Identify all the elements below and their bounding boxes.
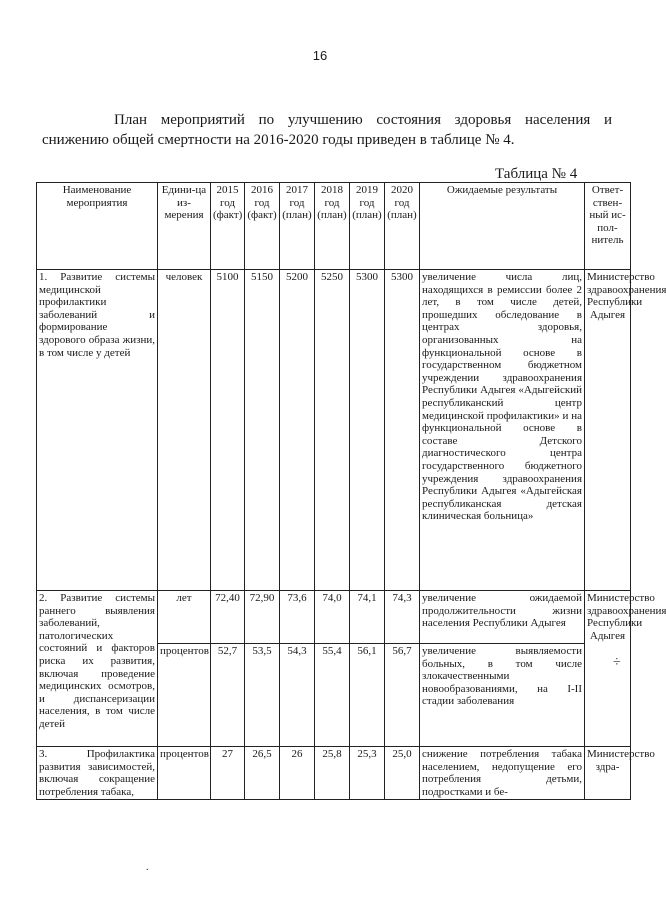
- row1-results: увеличение числа лиц, находящихся в ремиссии более 2 лет, в том числе детей, прошедших обследование в центрах здоровья, организованных на функциональной основе в государственном бюджетном учреждении здравоохранения Республики Адыгея «Адыгейский республиканский центр медицинской профилактики» и на функциональной основе в составе Детского диагностического центра государственного бюджетного учреждения здравоохранения Республики Адыгея «Адыгейская республиканская детская клиническая больница»: [420, 270, 585, 591]
- header-2015: 2015 год (факт): [211, 183, 245, 270]
- table-row: [37, 270, 631, 591]
- row3-responsible: Министерство здра-: [585, 747, 631, 800]
- row3-unit: процентов: [158, 747, 211, 800]
- row2a-2016: 72,90: [245, 591, 280, 644]
- row2b-results: увеличение выявляемости больных, в том числе злокачественными новообразованиями, на I-II стадии заболевания: [420, 644, 585, 747]
- row1-2015: 5100: [211, 270, 245, 591]
- row2a-2020: 74,3: [385, 591, 420, 644]
- row2a-2017: 73,6: [280, 591, 315, 644]
- header-2016: 2016 год (факт): [245, 183, 280, 270]
- row1-name: 1. Развитие системы медицинской профилактики заболеваний и формирование здорового образа жизни, в том числе у детей: [37, 270, 158, 591]
- row1-responsible: Министерство здравоохранения Республики Адыгея: [585, 270, 631, 591]
- row1-2017: 5200: [280, 270, 315, 591]
- row1-2016: 5150: [245, 270, 280, 591]
- row2a-results: увеличение ожидаемой продолжительности жизни населения Республики Адыгея: [420, 591, 585, 644]
- row2b-unit: процентов: [158, 644, 211, 747]
- row1-2018: 5250: [315, 270, 350, 591]
- header-2020: 2020 год (план): [385, 183, 420, 270]
- header-responsible: Ответ-ствен-ный ис-пол-нитель: [585, 183, 631, 270]
- measures-table: [36, 182, 666, 800]
- page-number: 16: [312, 48, 328, 63]
- intro-paragraph: План мероприятий по улучшению состояния здоровья населения и снижению общей смертности на 2016-2020 годы приведен в таблице № 4.: [42, 112, 612, 148]
- row3-results: снижение потребления табака населением, недопущение его потребления детьми, подростками и бе-: [420, 747, 585, 800]
- table-caption: Таблица № 4: [495, 166, 578, 182]
- row3-name: 3. Профилактика развития зависимостей, включая сокращение потребления табака,: [37, 747, 158, 800]
- row2-responsible: Министерство здравоохранения Республики Адыгея: [585, 591, 631, 747]
- row2b-2016: 53,5: [245, 644, 280, 747]
- row1-2020: 5300: [385, 270, 420, 591]
- row2-name: 2. Развитие системы раннего выявления заболеваний, патологических состояний и факторов риска их развития, включая проведение медицинских осмотров, и диспансеризации населения, в том числе детей: [37, 591, 158, 747]
- table-row: [37, 747, 631, 800]
- row2a-2015: 72,40: [211, 591, 245, 644]
- header-2017: 2017 год (план): [280, 183, 315, 270]
- header-results: Ожидаемые результаты: [420, 183, 585, 270]
- table-header-row: [37, 183, 631, 270]
- row2a-2019: 74,1: [350, 591, 385, 644]
- margin-mark: ÷: [613, 655, 621, 670]
- scan-dot: .: [146, 862, 149, 873]
- row3-2016: 26,5: [245, 747, 280, 800]
- header-unit: Едини-ца из-мерения: [158, 183, 211, 270]
- header-2018: 2018 год (план): [315, 183, 350, 270]
- row2b-2019: 56,1: [350, 644, 385, 747]
- row3-2019: 25,3: [350, 747, 385, 800]
- row3-2020: 25,0: [385, 747, 420, 800]
- row1-2019: 5300: [350, 270, 385, 591]
- row2a-unit: лет: [158, 591, 211, 644]
- row3-2018: 25,8: [315, 747, 350, 800]
- header-2019: 2019 год (план): [350, 183, 385, 270]
- row2a-2018: 74,0: [315, 591, 350, 644]
- row2b-2020: 56,7: [385, 644, 420, 747]
- row1-unit: человек: [158, 270, 211, 591]
- row2b-2017: 54,3: [280, 644, 315, 747]
- row3-2015: 27: [211, 747, 245, 800]
- table-row: [37, 591, 631, 644]
- row3-2017: 26: [280, 747, 315, 800]
- header-name: Наименование мероприятия: [37, 183, 158, 270]
- row2b-2015: 52,7: [211, 644, 245, 747]
- row2b-2018: 55,4: [315, 644, 350, 747]
